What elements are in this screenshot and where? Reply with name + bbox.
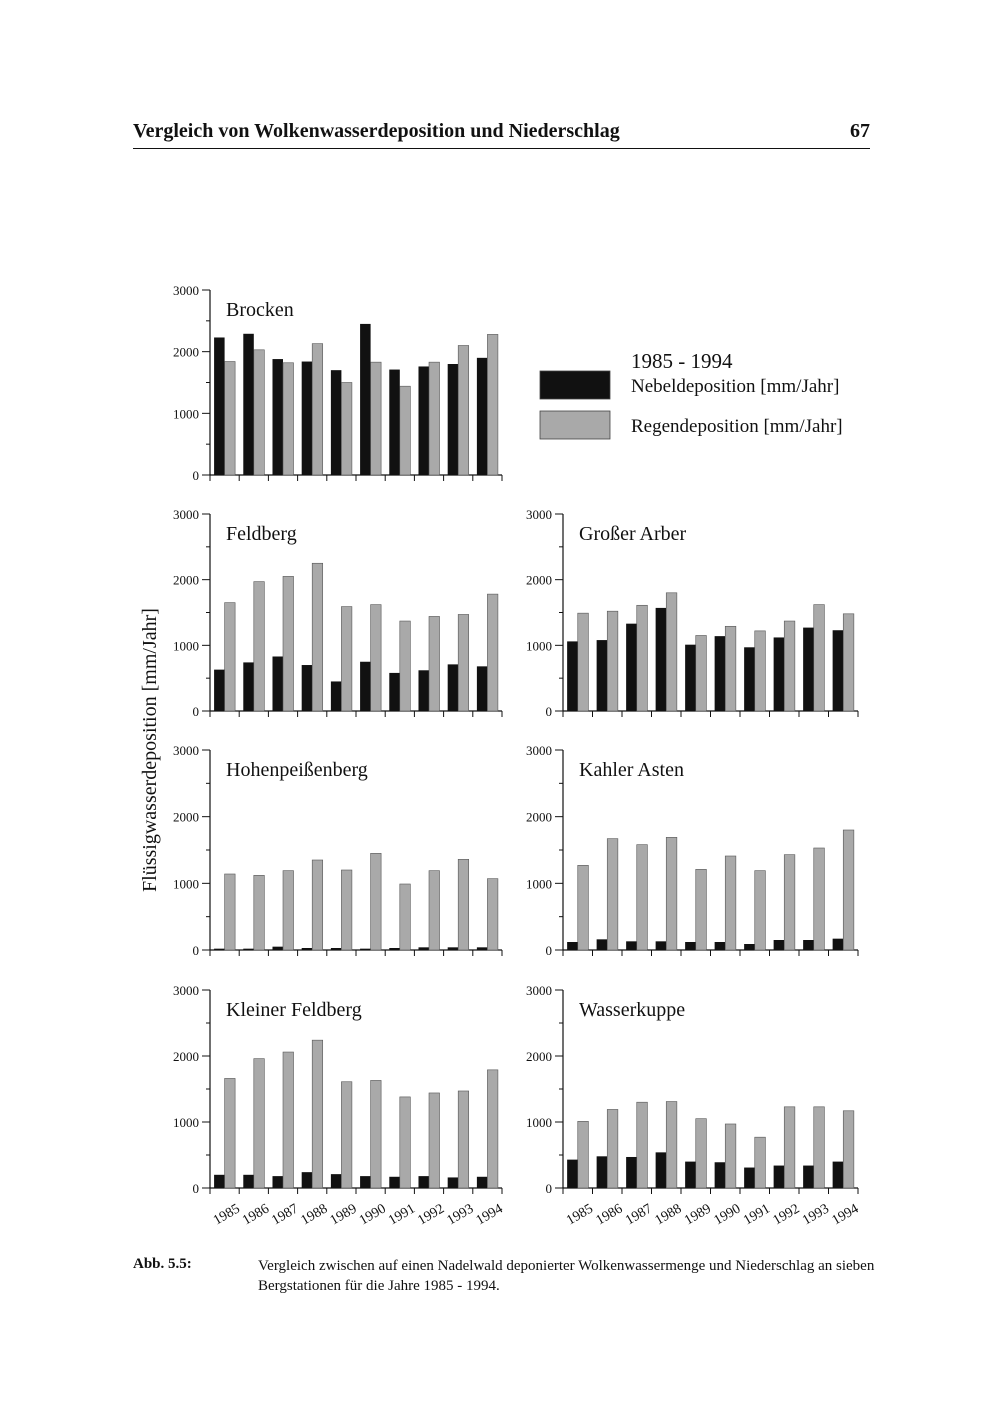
bar-regen [371,1080,382,1188]
y-tick-label: 2000 [173,572,199,588]
x-tick-label: 1991 [386,1201,418,1229]
y-tick-label: 3000 [526,743,552,758]
bar-regen [725,626,736,711]
bar-regen [283,871,294,950]
y-axis-label: Flüssigwasserdeposition [mm/Jahr] [139,608,161,892]
bar-regen [637,605,648,711]
x-tick-label: 1987 [269,1201,302,1229]
bar-regen [400,621,411,711]
chart-panel-7 [526,983,861,1228]
bar-regen [784,621,795,711]
bar-regen [725,856,736,950]
y-tick-label: 3000 [526,983,552,998]
bar-regen [371,605,382,711]
bar-neb [685,942,696,950]
y-tick-label: 2000 [526,809,552,825]
bar-neb [685,1162,696,1188]
bar-regen [312,860,323,950]
bar-regen [225,1078,236,1188]
bar-neb [360,324,371,475]
bar-regen [341,607,352,711]
bar-neb [567,1160,578,1188]
y-tick-label: 1000 [173,876,199,892]
bar-neb [418,947,429,950]
y-tick-label: 1000 [526,638,552,654]
chart-panel-3 [526,507,858,719]
bar-regen [637,845,648,950]
legend-swatch [540,411,610,439]
bar-neb [302,665,313,711]
x-tick-label: 1994 [473,1201,506,1229]
bar-regen [814,605,825,711]
station-title: Großer Arber [579,523,687,545]
bar-neb [302,362,313,475]
bar-neb [389,673,400,711]
bar-regen [487,594,498,711]
bar-neb [448,947,459,950]
bar-regen [814,1107,825,1188]
y-tick-label: 1000 [526,876,552,892]
bar-neb [833,939,844,950]
bar-regen [400,386,411,475]
bar-regen [458,346,469,476]
bar-regen [283,363,294,475]
y-tick-label: 1000 [526,1115,552,1130]
bar-neb [389,948,400,950]
bar-neb [715,1162,726,1188]
bar-regen [458,1091,469,1188]
y-tick-label: 3000 [526,507,552,522]
bar-neb [214,337,225,475]
y-tick-label: 1000 [173,406,199,422]
y-tick-label: 3000 [173,283,199,298]
bar-regen [578,1121,589,1188]
page-number: 67 [850,120,870,142]
bar-neb [597,939,608,950]
y-tick-label: 3000 [173,983,199,998]
bar-regen [814,848,825,950]
station-title: Feldberg [226,523,297,545]
y-tick-label: 0 [545,1181,552,1196]
bar-neb [243,662,254,711]
bar-neb [774,1166,785,1188]
chart-panel-2 [173,507,502,719]
caption-label: Abb. 5.5: [133,1256,192,1272]
bar-regen [429,616,440,711]
bar-regen [225,603,236,711]
bar-neb [744,1168,755,1188]
legend [540,349,843,439]
x-tick-label: 1993 [800,1201,832,1229]
bar-regen [371,853,382,950]
bar-regen [607,1109,618,1188]
bar-neb [331,370,342,475]
bar-neb [567,942,578,950]
bar-regen [341,1082,352,1188]
y-tick-label: 2000 [526,1049,552,1064]
bar-neb [272,947,283,950]
bar-neb [214,1175,225,1188]
legend-period: 1985 - 1994 [631,349,733,373]
x-tick-label: 1987 [623,1201,655,1229]
x-tick-label: 1990 [356,1201,389,1229]
bar-neb [477,666,488,711]
x-tick-label: 1989 [682,1201,714,1229]
bar-neb [803,1166,814,1188]
chart-panel-4 [173,743,502,958]
bar-regen [283,576,294,711]
bar-neb [774,940,785,950]
bar-neb [389,1177,400,1188]
bar-neb [448,1177,459,1188]
bar-neb [656,941,667,950]
bar-regen [400,884,411,950]
bar-neb [774,637,785,711]
bar-neb [331,1174,342,1188]
bar-neb [360,949,371,950]
bar-neb [214,949,225,950]
bar-regen [429,1093,440,1188]
bar-regen [254,350,265,475]
bar-regen [696,869,707,950]
bar-neb [685,645,696,711]
bar-regen [225,874,236,950]
bar-regen [784,1107,795,1188]
bar-neb [477,947,488,950]
bar-neb [744,647,755,711]
bar-neb [803,628,814,711]
bar-neb [567,641,578,711]
bar-regen [429,871,440,950]
bar-neb [272,1176,283,1188]
bar-regen [312,344,323,475]
legend-label: Nebeldeposition [mm/Jahr] [631,376,840,397]
bar-regen [341,383,352,476]
bar-neb [360,662,371,711]
station-title: Hohenpeißenberg [226,759,368,781]
y-tick-label: 0 [545,943,552,958]
x-tick-label: 1988 [298,1201,331,1229]
station-title: Kahler Asten [579,759,684,781]
bar-regen [341,870,352,950]
bar-regen [487,1070,498,1188]
bar-neb [803,940,814,950]
bar-neb [243,949,254,950]
y-tick-label: 1000 [173,1115,199,1130]
x-tick-label: 1985 [564,1201,596,1229]
bar-neb [302,948,313,950]
bar-regen [843,1111,854,1188]
station-title: Brocken [226,299,294,321]
bar-regen [312,563,323,711]
bar-regen [725,1124,736,1188]
header-title: Vergleich von Wolkenwasserdeposition und Niederschlag [133,120,620,142]
bar-neb [360,1176,371,1188]
bar-regen [254,582,265,711]
bar-regen [666,593,677,711]
bar-neb [302,1172,313,1188]
x-tick-label: 1986 [240,1201,272,1229]
bar-neb [272,656,283,711]
bar-neb [477,1177,488,1188]
y-tick-label: 2000 [173,1049,199,1064]
station-title: Wasserkuppe [579,999,686,1021]
x-tick-label: 1985 [210,1201,243,1229]
chart-panel-5 [526,743,858,958]
y-tick-label: 3000 [173,507,199,522]
bar-neb [389,370,400,475]
bar-regen [458,614,469,711]
bar-regen [637,1102,648,1188]
y-tick-label: 3000 [173,743,199,758]
bar-regen [696,635,707,711]
bar-neb [418,1176,429,1188]
bar-neb [626,1157,637,1188]
bar-regen [254,875,265,950]
bar-regen [666,837,677,950]
bar-regen [755,871,766,950]
y-tick-label: 0 [192,468,199,483]
bar-neb [214,670,225,711]
bar-regen [843,830,854,950]
legend-label: Regendeposition [mm/Jahr] [631,416,843,437]
x-tick-label: 1992 [770,1201,803,1229]
bar-neb [626,624,637,711]
bar-neb [656,608,667,711]
bar-neb [418,366,429,475]
bar-neb [597,640,608,711]
chart-panel-1 [173,283,502,483]
y-tick-label: 0 [545,704,552,719]
y-tick-label: 2000 [526,572,552,588]
bar-regen [458,859,469,950]
chart-panel-6 [173,983,506,1228]
x-tick-label: 1990 [711,1201,744,1229]
bar-regen [755,1137,766,1188]
bar-regen [843,614,854,711]
bar-neb [243,334,254,475]
bar-regen [607,611,618,711]
y-tick-label: 2000 [173,344,199,360]
bar-regen [578,865,589,950]
bar-neb [331,681,342,711]
bar-neb [833,1162,844,1188]
caption-text: Vergleich zwischen auf einen Nadelwald deponierter Wolkenwassermenge und Niederschlag an sieben Bergstationen für die Jahre 1985 - 1994. [258,1258,875,1294]
bar-regen [254,1059,265,1188]
bar-regen [696,1119,707,1188]
y-tick-label: 0 [192,943,199,958]
bar-regen [225,362,236,475]
bar-regen [400,1097,411,1188]
bar-neb [477,358,488,475]
y-tick-label: 2000 [173,809,199,825]
bar-neb [243,1175,254,1188]
bar-regen [607,839,618,950]
bar-neb [331,948,342,950]
x-tick-label: 1993 [444,1201,477,1229]
bar-regen [666,1102,677,1188]
bar-neb [597,1156,608,1188]
bar-regen [487,334,498,475]
bar-neb [656,1152,667,1188]
bar-regen [371,362,382,475]
bar-neb [626,941,637,950]
bar-regen [487,879,498,950]
x-tick-label: 1989 [327,1201,360,1229]
bar-regen [578,613,589,711]
x-tick-label: 1986 [593,1201,626,1229]
bar-regen [784,855,795,950]
legend-swatch [540,371,610,399]
y-tick-label: 1000 [173,638,199,654]
y-tick-label: 0 [192,704,199,719]
bar-regen [283,1052,294,1188]
x-tick-label: 1991 [741,1201,773,1229]
x-tick-label: 1994 [829,1201,862,1229]
bar-neb [715,942,726,950]
bar-regen [429,362,440,475]
bar-neb [833,630,844,711]
bar-neb [272,359,283,475]
x-tick-label: 1992 [415,1201,448,1229]
bar-neb [744,944,755,950]
bar-regen [312,1040,323,1188]
bar-neb [715,636,726,711]
station-title: Kleiner Feldberg [226,999,362,1021]
bar-neb [418,670,429,711]
bar-neb [448,664,459,711]
bar-regen [755,631,766,711]
x-tick-label: 1988 [652,1201,685,1229]
bar-neb [448,364,459,475]
y-tick-label: 0 [192,1181,199,1196]
